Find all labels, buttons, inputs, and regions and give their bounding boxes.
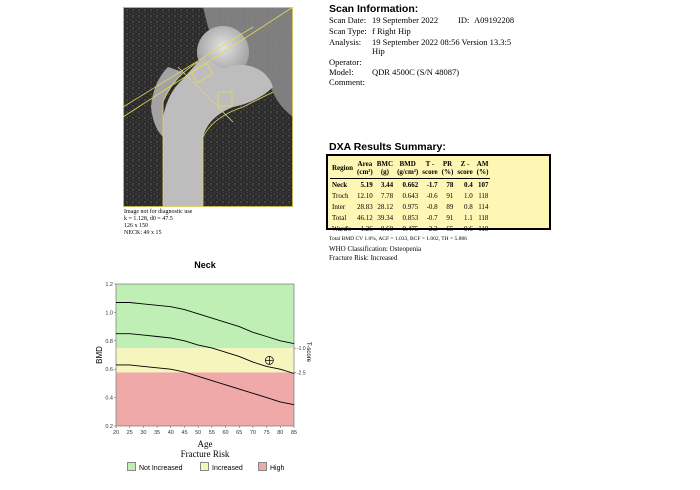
legend-swatch <box>258 462 267 471</box>
dxa-cell: 5.19 <box>360 180 373 189</box>
dxa-row <box>330 223 490 234</box>
scan-date-value: 19 September 2022 <box>372 15 439 25</box>
scan-date-label: Scan Date: <box>329 15 367 25</box>
y-tick-label: 0.2 <box>105 424 113 430</box>
scan-info-title: Scan Information: <box>329 3 419 15</box>
x-tick-label: 80 <box>277 430 284 436</box>
x-tick-label: 55 <box>208 430 215 436</box>
dxa-header-line: Z - <box>460 160 470 168</box>
dxa-cell: 0.8 <box>464 202 473 211</box>
dxa-cell: 0.643 <box>402 191 419 200</box>
dxa-cell: 0.662 <box>402 180 419 189</box>
y-tick-label: 0.4 <box>105 395 113 402</box>
model-value: QDR 4500C (S/N 48087) <box>372 67 460 77</box>
dxa-cell: 0.6 <box>464 224 473 233</box>
legend-label: High <box>270 465 285 472</box>
legend-not-increased <box>127 462 183 472</box>
dxa-header-cell <box>330 158 355 179</box>
dxa-results-table <box>326 154 551 233</box>
dxa-header-unit: (%) <box>441 168 454 176</box>
x-axis-label-2: Fracture Risk <box>180 449 230 459</box>
fracture-risk: Fracture Risk: Increased <box>329 254 398 262</box>
dxa-cell: 78 <box>446 180 454 189</box>
who-classification: WHO Classification: Osteopenia <box>329 245 422 253</box>
x-tick-label: 65 <box>236 430 243 436</box>
dxa-cell: 0.4 <box>464 180 473 189</box>
y2-axis-label: T-score <box>305 341 311 363</box>
scan-caption-line: NECK: 49 x 15 <box>124 230 162 236</box>
analysis-value-line2: Hip <box>372 46 385 56</box>
x-tick-label: 25 <box>126 430 133 436</box>
bmd-reference-chart <box>96 276 312 442</box>
dxa-header-cell <box>440 158 456 179</box>
hip-scan-image <box>123 7 293 207</box>
id-value: A09192208 <box>474 15 515 25</box>
dxa-cell: 1.1 <box>464 213 473 222</box>
x-tick-label: 75 <box>263 430 270 436</box>
x-tick-label: 35 <box>154 430 161 436</box>
dxa-header-cell <box>395 158 420 179</box>
dxa-cell: Inter <box>332 202 346 211</box>
legend-swatch <box>127 462 136 471</box>
dxa-row <box>330 190 490 201</box>
scan-caption-line: 126 x 150 <box>124 223 148 229</box>
analysis-value: 19 September 2022 08:56 Version 13.3:5 <box>372 37 512 47</box>
dxa-cell: 1.0 <box>464 191 473 200</box>
dxa-cell: 39.34 <box>377 213 394 222</box>
dxa-cell: -1.7 <box>426 180 438 189</box>
dxa-header-line: PR <box>442 160 453 168</box>
x-tick-label: 40 <box>167 430 174 436</box>
risk-zone <box>116 372 294 426</box>
t-score-tick-label: -2.5 <box>297 370 306 377</box>
model-label: Model: <box>329 67 354 77</box>
t-score-tick-label: -1.0 <box>297 346 306 353</box>
legend-swatch <box>200 462 209 471</box>
legend-label: Increased <box>212 465 243 472</box>
dxa-footnote: Total BMD CV 1.0%, ACF = 1.033, BCF = 1.002, TH = 5.886 <box>329 236 467 242</box>
x-tick-label: 20 <box>112 430 120 436</box>
legend-increased <box>200 462 243 472</box>
dxa-header-cell <box>455 158 474 179</box>
dxa-cell: 118 <box>478 213 489 222</box>
chart-title: Neck <box>194 260 216 270</box>
comment-label: Comment: <box>329 77 365 87</box>
dxa-cell: 46.12 <box>357 213 373 222</box>
dxa-header-cell <box>475 158 491 179</box>
scan-caption-line: k = 1.128, d0 = 47.5 <box>124 216 173 222</box>
dxa-cell: Troch <box>332 191 349 200</box>
x-tick-label: 70 <box>249 430 256 436</box>
y-tick-label: 1.2 <box>105 282 113 288</box>
dxa-cell: -0.7 <box>426 213 438 222</box>
dxa-header-line: Region <box>332 164 353 172</box>
dxa-header-cell <box>420 158 439 179</box>
dxa-summary-title: DXA Results Summary: <box>329 141 446 153</box>
x-tick-label: 45 <box>181 430 188 436</box>
dxa-cell: 89 <box>446 202 454 211</box>
dxa-row <box>330 201 490 212</box>
y-tick-label: 0.8 <box>105 338 113 345</box>
dxa-row <box>330 179 490 191</box>
dxa-cell: Total <box>332 213 347 222</box>
y-axis-label: BMD <box>95 346 104 364</box>
dxa-header-unit: (g) <box>380 168 389 176</box>
y-tick-label: 0.6 <box>105 367 113 374</box>
dxa-cell: -0.8 <box>426 202 438 211</box>
dxa-header-cell <box>355 158 375 179</box>
dxa-cell: 28.83 <box>357 202 373 211</box>
id-label: ID: <box>458 15 470 25</box>
dxa-header-unit: (g/cm²) <box>397 168 419 176</box>
x-tick-label: 60 <box>222 430 229 436</box>
dxa-cell: 12.10 <box>357 191 373 200</box>
y-tick-label: 1.0 <box>105 310 113 317</box>
dxa-cell: Ward's <box>332 224 351 233</box>
operator-label: Operator: <box>329 57 362 67</box>
dxa-cell: 0.853 <box>402 213 419 222</box>
dxa-cell: 118 <box>478 191 489 200</box>
dxa-header-unit: (cm²) <box>357 168 373 176</box>
dxa-cell: 91 <box>446 191 454 200</box>
x-axis-label: Age <box>197 439 213 449</box>
dxa-header-line: BMC <box>376 160 394 168</box>
dxa-header-line: BMD <box>399 160 416 168</box>
dxa-header-cell <box>375 158 395 179</box>
x-tick-label: 50 <box>195 430 202 436</box>
dxa-header-unit: score <box>422 168 438 176</box>
x-tick-label: 30 <box>140 430 147 436</box>
legend-label: Not Increased <box>139 465 183 472</box>
dxa-header-line: T - <box>425 160 435 168</box>
dxa-cell: 91 <box>446 213 454 222</box>
scan-caption-line: Image not for diagnostic use <box>124 209 193 215</box>
dxa-row <box>330 212 490 223</box>
legend-high <box>258 462 284 472</box>
dxa-cell: 7.78 <box>380 191 394 200</box>
dxa-cell: 3.44 <box>380 180 394 189</box>
dxa-header-unit: (%) <box>476 168 489 176</box>
dxa-cell: 0.475 <box>402 224 419 233</box>
dxa-cell: 107 <box>477 180 489 189</box>
dxa-cell: Neck <box>332 180 348 189</box>
scan-type-label: Scan Type: <box>329 26 367 36</box>
dxa-header-unit: score <box>457 168 473 176</box>
dxa-cell: -0.6 <box>426 191 438 200</box>
dxa-cell: 0.60 <box>380 224 394 233</box>
dxa-cell: 0.975 <box>402 202 419 211</box>
dxa-cell: -2.2 <box>426 224 438 233</box>
dxa-header-line: Area <box>357 160 373 168</box>
dxa-cell: 28.12 <box>377 202 394 211</box>
scan-type-value: f Right Hip <box>372 26 411 36</box>
dxa-cell: 118 <box>478 224 489 233</box>
x-tick-label: 85 <box>290 430 298 436</box>
dxa-cell: 65 <box>446 224 454 233</box>
analysis-label: Analysis: <box>329 37 362 47</box>
dxa-header-line: AM <box>476 160 489 168</box>
dxa-cell: 114 <box>478 202 489 211</box>
dxa-cell: 1.26 <box>360 224 373 233</box>
